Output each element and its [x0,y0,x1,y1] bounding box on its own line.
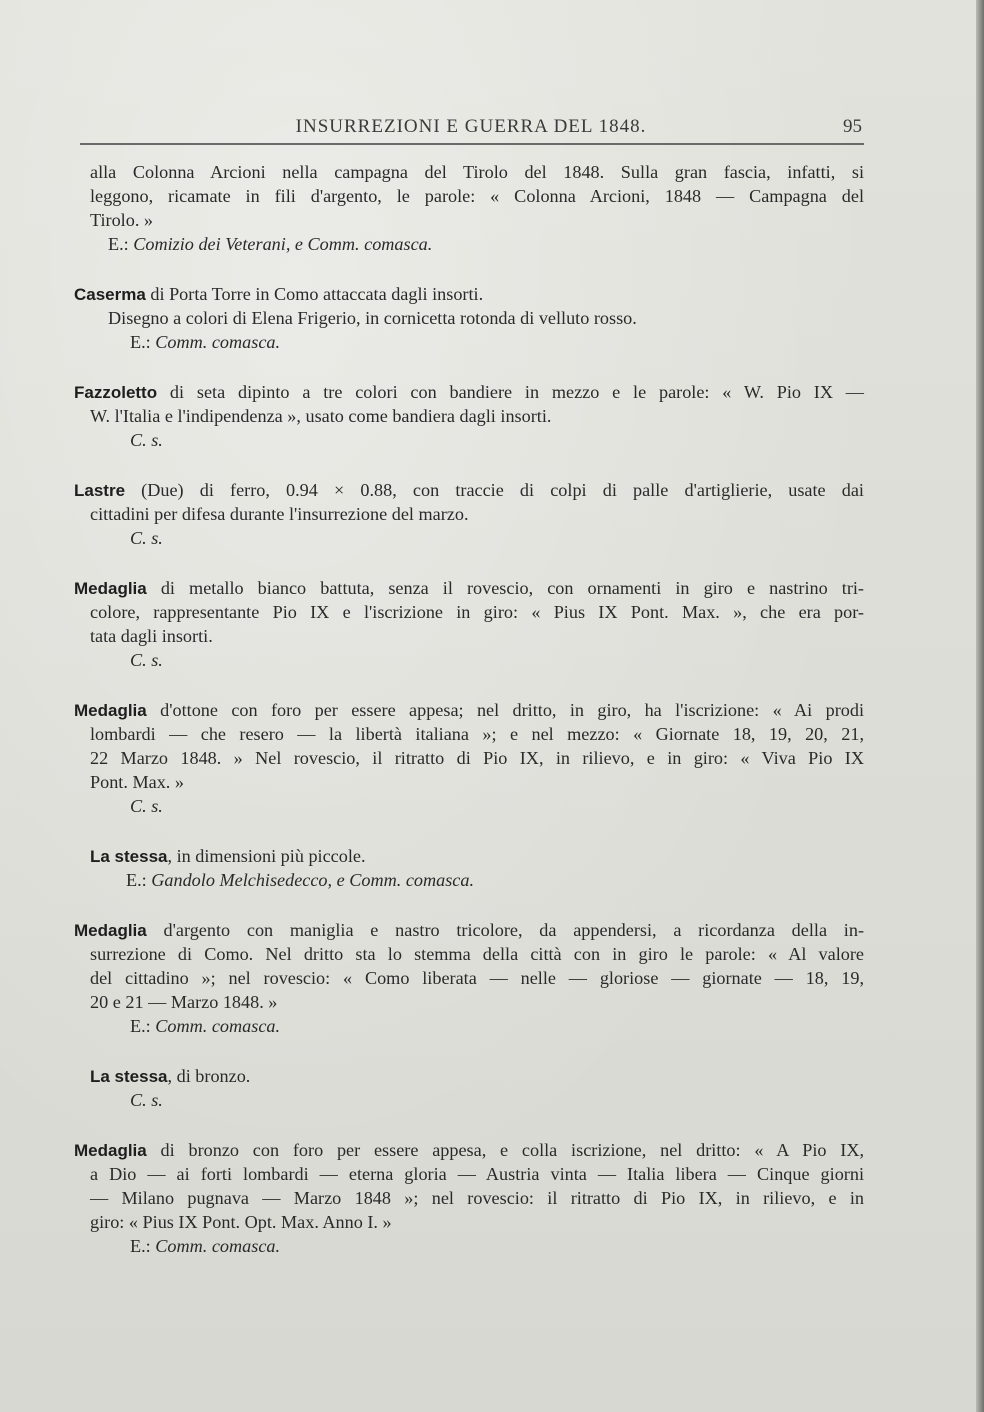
entry-line [74,576,864,600]
source-prefix: E.: [108,234,134,254]
entry-line: lombardi — che resero — la libertà italiana »; e nel mezzo: « Giornate 18, 19, 20, 21, [90,724,864,744]
entry-line: a Dio — ai forti lombardi — eterna gloria — Austria vinta — Italia libera — Cinque giorni [90,1164,864,1184]
entry-text: d'ottone con foro per essere appesa; nel dritto, in giro, ha l'iscrizione: « Ai prodi [146,700,864,720]
entry-line [74,478,864,502]
catalog-entry [74,1138,864,1258]
source-text: Gandolo Melchisedecco, e Comm. comasca. [151,870,475,890]
entry-text: , di bronzo. [167,1066,251,1086]
entry-source [74,1014,864,1038]
entry-lead: Medaglia [74,1141,147,1160]
entry-lead: Lastre [74,481,126,500]
entry-source [74,232,864,256]
entry-lead: Medaglia [74,579,147,598]
entry-line [74,698,864,722]
page-edge-shadow [976,0,984,1412]
entry-source: C. s. [130,796,163,816]
entry-source [74,330,864,354]
entry-line: 20 e 21 — Marzo 1848. » [90,992,278,1012]
entry-line: W. l'Italia e l'indipendenza », usato come bandiera dagli insorti. [90,406,552,426]
catalog-entry [74,380,864,452]
entry-line [74,918,864,942]
entry-line: Pont. Max. » [90,772,184,792]
entry-line [74,380,864,404]
source-text: Comm. comasca. [155,332,281,352]
entry-text: di seta dipinto a tre colori con bandiere in mezzo e le parole: « W. Pio IX — [157,382,864,402]
entry-lead: Medaglia [74,701,147,720]
catalog-entry [74,844,864,892]
entry-line: 22 Marzo 1848. » Nel rovescio, il ritratto di Pio IX, in rilievo, e in giro: « Viva Pio IX [90,748,864,768]
source-prefix: E.: [130,1016,156,1036]
entry-source: C. s. [130,528,163,548]
entry-source: C. s. [130,650,163,670]
entry-line: giro: « Pius IX Pont. Opt. Max. Anno I. » [90,1212,392,1232]
entry-line: tata dagli insorti. [90,626,213,646]
entry-source: C. s. [130,430,163,450]
entry-line [74,844,864,868]
header-rule [80,143,864,145]
entry-lead: La stessa [90,847,168,866]
entry-text: di Porta Torre in Como attaccata dagli insorti. [145,284,484,304]
entry-line: alla Colonna Arcioni nella campagna del Tirolo del 1848. Sulla gran fascia, infatti, si [90,162,864,182]
entry-lead: Caserma [74,285,146,304]
entry-lead: La stessa [90,1067,168,1086]
catalog-body [74,160,864,1284]
entry-text: di metallo bianco battuta, senza il rovescio, con ornamenti in giro e nastrino tri- [146,578,864,598]
entry-lead: Medaglia [74,921,147,940]
entry-text: , in dimensioni più piccole. [167,846,366,866]
entry-line: del cittadino »; nel rovescio: « Como liberata — nelle — gloriose — giornate — 18, 19, [90,968,864,988]
running-title: INSURREZIONI E GUERRA DEL 1848. [295,116,647,137]
entry-source [74,1234,864,1258]
source-text: Comm. comasca. [155,1016,281,1036]
source-prefix: E.: [126,870,152,890]
entry-line: leggono, ricamate in fili d'argento, le parole: « Colonna Arcioni, 1848 — Campagna del [90,186,864,206]
source-text: Comizio dei Veterani, e Comm. comasca. [133,234,433,254]
entry-text: di bronzo con foro per essere appesa, e colla iscrizione, nel dritto: « A Pio IX, [146,1140,864,1160]
entry-line [74,1064,864,1088]
entry-text: (Due) di ferro, 0.94 × 0.88, con traccie di colpi di palle d'artiglierie, usate dai [125,480,864,500]
entry-source: C. s. [130,1090,163,1110]
catalog-entry [74,282,864,354]
entry-line: cittadini per difesa durante l'insurrezione del marzo. [90,504,469,524]
entry-text: d'argento con maniglia e nastro tricolore, da appendersi, a ricordanza della in- [146,920,864,940]
entry-line: Disegno a colori di Elena Frigerio, in cornicetta rotonda di velluto rosso. [108,308,637,328]
entry-line: surrezione di Como. Nel dritto sta lo stemma della città con in giro le parole: « Al valore [90,944,864,964]
source-prefix: E.: [130,332,156,352]
source-prefix: E.: [130,1236,156,1256]
entry-line: — Milano pugnava — Marzo 1848 »; nel rovescio: il ritratto di Pio IX, in rilievo, e in [90,1188,864,1208]
catalog-entry [74,1064,864,1112]
entry-line [74,282,864,306]
catalog-entry [74,160,864,256]
catalog-entry [74,698,864,818]
entry-source [74,868,864,892]
page-number: 95 [843,116,862,137]
source-text: Comm. comasca. [155,1236,281,1256]
catalog-entry [74,576,864,672]
page-header [80,112,862,142]
catalog-entry [74,918,864,1038]
catalog-entry [74,478,864,550]
entry-line: Tirolo. » [90,210,154,230]
entry-line: colore, rappresentante Pio IX e l'iscrizione in giro: « Pius IX Pont. Max. », che era por- [90,602,864,622]
entry-lead: Fazzoletto [74,383,158,402]
entry-line [74,1138,864,1162]
